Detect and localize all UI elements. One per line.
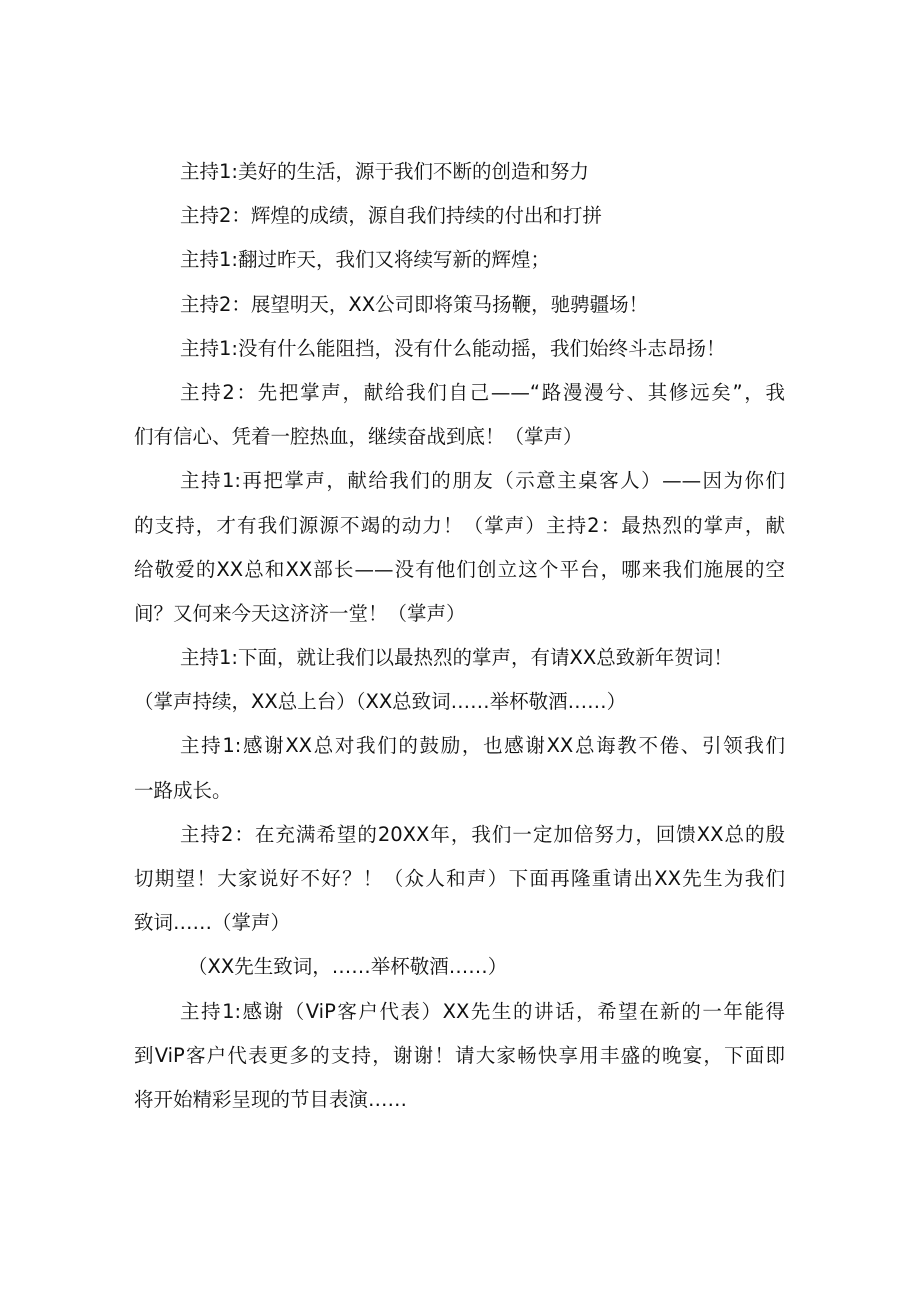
text-line: （XX先生致词，……举杯敬酒……） — [188, 955, 508, 979]
text-line: 给敬爱的XX总和XX部长——没有他们创立这个平台，哪来我们施展的空 — [134, 557, 785, 581]
text-line: 的支持，才有我们源源不竭的动力！（掌声）主持2：最热烈的掌声，献 — [134, 513, 785, 537]
text-line: 主持2：辉煌的成绩，源自我们持续的付出和打拼 — [180, 204, 602, 228]
text-line: 致词……（掌声） — [134, 911, 291, 935]
text-line: 主持1:感谢XX总对我们的鼓励，也感谢XX总诲教不倦、引领我们 — [180, 734, 785, 758]
text-line: （掌声持续，XX总上台）（XX总致词……举杯敬酒……） — [134, 690, 627, 714]
paragraph — [134, 990, 785, 1123]
text-line: 主持2：展望明天，XX公司即将策马扬鞭，驰骋疆场！ — [180, 292, 649, 316]
paragraph — [134, 459, 785, 636]
paragraph — [134, 238, 785, 282]
paragraph — [134, 724, 785, 812]
paragraph — [134, 945, 785, 989]
text-line: 主持1:再把掌声，献给我们的朋友（示意主桌客人）——因为你们 — [180, 469, 785, 493]
text-line: 主持1:翻过昨天，我们又将续写新的辉煌； — [180, 248, 550, 272]
text-line: 一路成长。 — [134, 778, 232, 802]
text-line: 到ViP客户代表更多的支持，谢谢！请大家畅快享用丰盛的晚宴，下面即 — [134, 1043, 785, 1067]
paragraph — [134, 371, 785, 459]
paragraph — [134, 150, 785, 194]
text-line: 主持1:美好的生活，源于我们不断的创造和努力 — [180, 160, 589, 183]
paragraph — [134, 194, 785, 238]
paragraph — [134, 636, 785, 724]
text-line: 主持1:没有什么能阻挡，没有什么能动摇，我们始终斗志昂扬！ — [180, 336, 726, 360]
text-line: 主持2：在充满希望的20XX年，我们一定加倍努力，回馈XX总的殷 — [180, 822, 785, 846]
document-body — [134, 150, 785, 1122]
paragraph — [134, 327, 785, 371]
text-line: 主持1:感谢（ViP客户代表）XX先生的讲话，希望在新的一年能得 — [180, 999, 785, 1023]
text-line: 们有信心、凭着一腔热血，继续奋战到底！（掌声） — [134, 425, 583, 449]
paragraph — [134, 283, 785, 327]
text-line: 切期望！大家说好不好？！（众人和声）下面再隆重请出XX先生为我们 — [134, 867, 785, 890]
paragraph — [134, 813, 785, 946]
text-line: 间？又何来今天这济济一堂！（掌声） — [134, 601, 466, 625]
text-line: 主持2：先把掌声，献给我们自己——“路漫漫兮、其修远矣”，我 — [180, 380, 785, 404]
text-line: 将开始精彩呈现的节目表演…… — [134, 1087, 408, 1111]
text-line: 主持1:下面，就让我们以最热烈的掌声，有请XX总致新年贺词！ — [180, 646, 733, 670]
